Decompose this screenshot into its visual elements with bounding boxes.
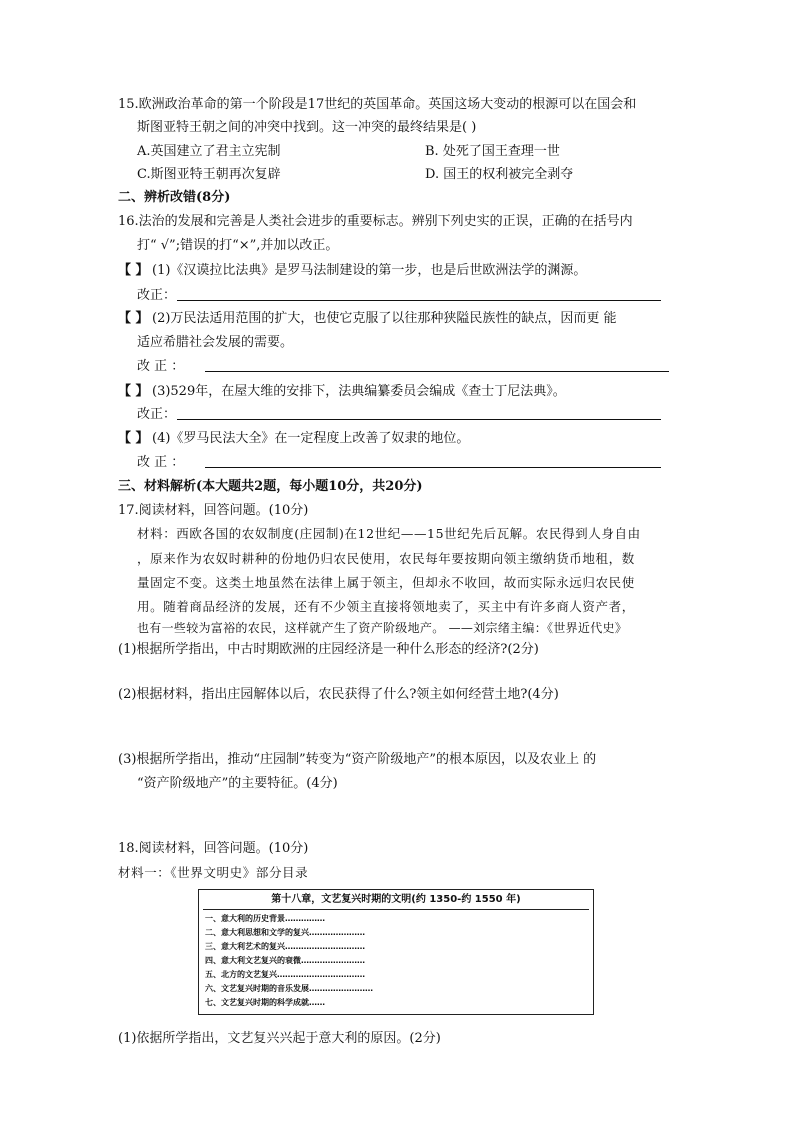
q17-material-line3: 量固定不变。这类土地虽然在法律上属于领主，但却永不收回，故而实际永远归农民使 xyxy=(137,575,635,590)
toc-chapter-title: 第十八章，文艺复兴时期的文明(约 1350-约 1550 年) xyxy=(271,894,521,905)
answer-bracket[interactable]: 【 】 xyxy=(118,311,149,326)
toc-item: 六、文艺复兴时期的音乐发展…………………… xyxy=(205,984,373,993)
toc-item: 三、意大利艺术的复兴………………………… xyxy=(205,942,365,951)
toc-divider xyxy=(203,909,589,910)
correction-label: 改正： xyxy=(137,288,177,303)
answer-bracket[interactable]: 【 】 xyxy=(118,263,149,278)
answer-bracket[interactable]: 【 】 xyxy=(118,384,149,399)
toc-item: 二、意大利思想和文学的复兴………………… xyxy=(205,928,365,937)
q17-sub2: (2)根据材料，指出庄园解体以后，农民获得了什么?领主如何经营土地?(4分) xyxy=(118,687,559,702)
correction-line[interactable] xyxy=(205,467,661,468)
q17-sub3-line2: “资产阶级地产”的主要特征。(4分) xyxy=(137,776,338,791)
q15-stem-line2: 斯图亚特王朝之间的冲突中找到。这一冲突的最终结果是( ) xyxy=(137,120,477,135)
section3-title: 三、材料解析(本大题共2题，每小题10分，共20分) xyxy=(118,479,423,494)
q15-option-a: A.英国建立了君主立宪制 xyxy=(137,144,281,159)
q15-option-b: B. 处死了国王查理一世 xyxy=(425,144,560,159)
q16-stem-line1: 16.法治的发展和完善是人类社会进步的重要标志。辨别下列史实的正误，正确的在括号内 xyxy=(118,214,633,229)
q18-sub1: (1)依据所学指出，文艺复兴兴起于意大利的原因。(2分) xyxy=(118,1031,441,1046)
q16-item3 xyxy=(118,383,566,400)
toc-item: 七、文艺复兴时期的科学成就…… xyxy=(205,998,325,1007)
toc-item: 四、意大利文艺复兴的衰微…………………… xyxy=(205,956,365,965)
q17-material-line4: 用。随着商品经济的发展，还有不少领主直接将领地卖了，买主中有许多商人资产者， xyxy=(137,599,635,614)
q17-intro: 17.阅读材料，回答问题。(10分) xyxy=(118,503,309,518)
q15-stem-line1: 15.欧洲政治革命的第一个阶段是17世纪的英国革命。英国这场大变动的根源可以在国会和 xyxy=(118,97,637,112)
q16-item3-text: (3)529年，在屋大维的安排下，法典编纂委员会编成《查士丁尼法典》。 xyxy=(152,384,566,399)
correction-line[interactable] xyxy=(205,371,669,372)
correction-label: 改正： xyxy=(137,407,177,422)
correction-line[interactable] xyxy=(177,419,661,420)
table-of-contents-image xyxy=(198,889,594,1015)
answer-bracket[interactable]: 【 】 xyxy=(118,431,149,446)
q16-item1-text: (1)《汉谟拉比法典》是罗马法制建设的第一步，也是后世欧洲法学的渊源。 xyxy=(152,263,587,278)
q18-intro: 18.阅读材料，回答问题。(10分) xyxy=(118,841,309,856)
q16-item4-text: (4)《罗马民法大全》在一定程度上改善了奴隶的地位。 xyxy=(152,431,470,446)
section2-title: 二、辨析改错(8分) xyxy=(118,190,231,205)
q17-material-line2: ，原来作为农奴时耕种的份地仍归农民使用，农民每年要按期向领主缴纳货币地租，数 xyxy=(137,551,635,566)
correction-label: 改 正 ： xyxy=(137,455,185,470)
q17-material-line5: 也有一些较为富裕的农民，这样就产生了资产阶级地产。 ——刘宗绪主编：《世界近代史》 xyxy=(137,621,628,635)
q17-material-line1: 材料：西欧各国的农奴制度(庄园制)在12世纪——15世纪先后瓦解。农民得到人身自由 xyxy=(137,526,641,541)
q16-stem-line2: 打“ √”;错误的打“×”,并加以改正。 xyxy=(137,238,339,253)
q15-option-c: C.斯图亚特王朝再次复辟 xyxy=(137,167,281,182)
q17-sub1: (1)根据所学指出，中古时期欧洲的庄园经济是一种什么形态的经济?(2分) xyxy=(118,642,539,657)
q16-item2-text: (2)万民法适用范围的扩大，也使它克服了以往那种狭隘民族性的缺点，因而更 能 xyxy=(152,311,617,326)
q18-material1-label: 材料一：《世界文明史》部分目录 xyxy=(118,865,309,880)
q15-option-d: D. 国王的权利被完全剥夺 xyxy=(425,167,574,182)
q17-sub3-line1: (3)根据所学指出，推动“庄园制”转变为“资产阶级地产”的根本原因，以及农业上 的 xyxy=(118,752,597,767)
toc-item: 五、北方的文艺复兴…………………………… xyxy=(205,970,365,979)
q16-item4 xyxy=(118,430,469,447)
q16-item2 xyxy=(118,310,617,327)
correction-label: 改 正 ： xyxy=(137,359,185,374)
q16-item1 xyxy=(118,262,586,279)
q16-item2-line2: 适应希腊社会发展的需要。 xyxy=(137,335,294,350)
toc-item: 一、意大利的历史背景…………… xyxy=(205,914,325,923)
correction-line[interactable] xyxy=(177,300,661,301)
